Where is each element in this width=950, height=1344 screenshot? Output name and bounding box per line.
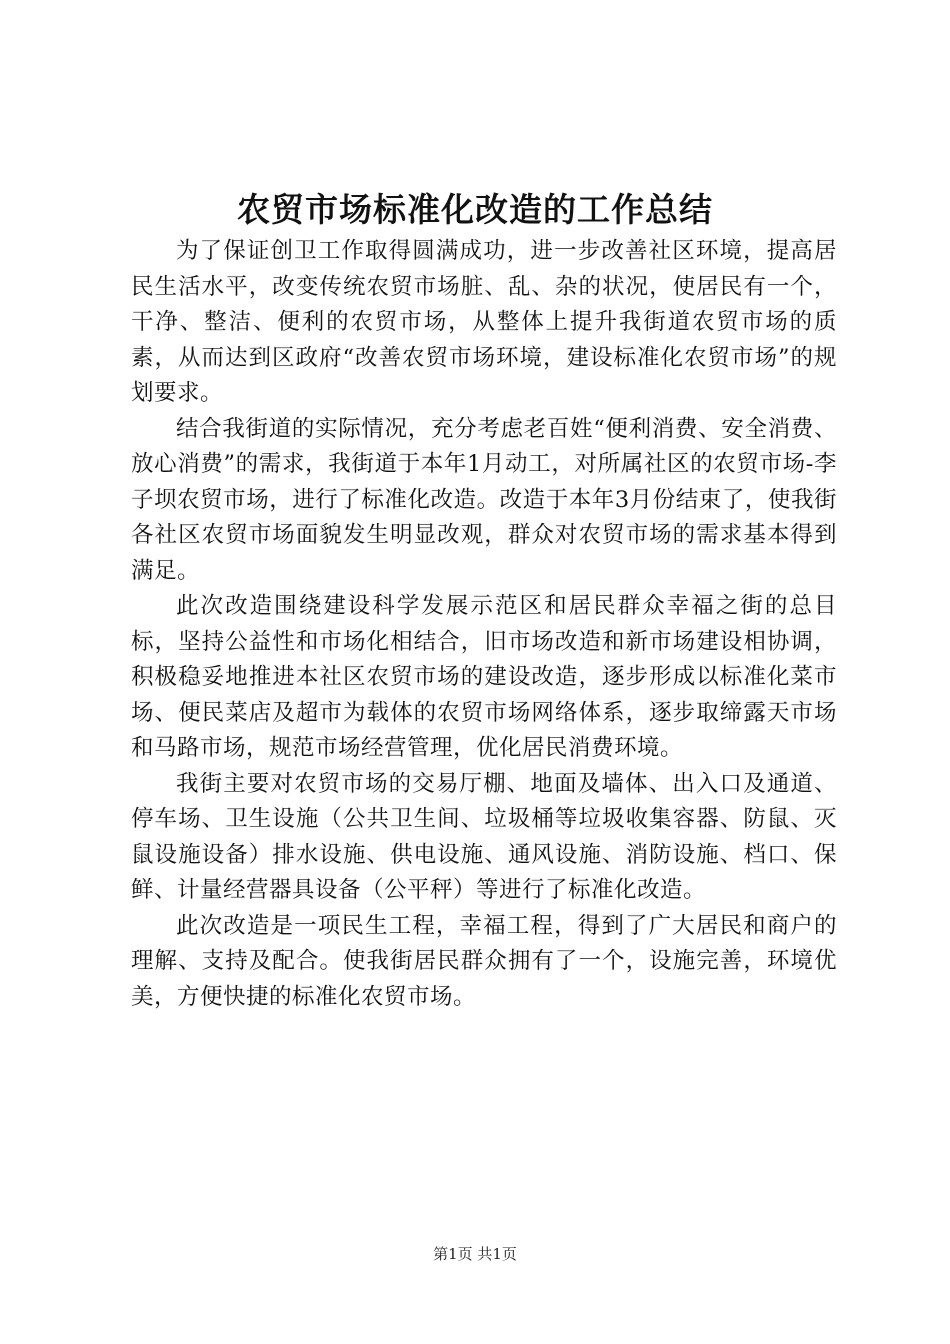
page-number-footer: 第1页 共1页 bbox=[433, 1245, 517, 1263]
document-body bbox=[131, 234, 837, 1015]
paragraph: 我街主要对农贸市场的交易厅棚、地面及墙体、出入口及通道、停车场、卫生设施（公共卫生间、垃圾桶等垃圾收集容器、防鼠、灭鼠设施设备）排水设施、供电设施、通风设施、消防设施、档口、保鲜、计量经营器具设备（公平秤）等进行了标准化改造。 bbox=[131, 770, 837, 903]
paragraph: 此次改造围绕建设科学发展示范区和居民群众幸福之街的总目标，坚持公益性和市场化相结合，旧市场改造和新市场建设相协调，积极稳妥地推进本社区农贸市场的建设改造，逐步形成以标准化菜市场、便民菜店及超市为载体的农贸市场网络体系，逐步取缔露天市场和马路市场，规范市场经营管理，优化居民消费环境。 bbox=[131, 593, 837, 761]
paragraph: 此次改造是一项民生工程，幸福工程，得到了广大居民和商户的理解、支持及配合。使我街居民群众拥有了一个，设施完善，环境优美，方便快捷的标准化农贸市场。 bbox=[131, 912, 837, 1010]
paragraph: 结合我街道的实际情况，充分考虑老百姓“便利消费、安全消费、放心消费”的需求，我街道于本年1月动工，对所属社区的农贸市场-李子坝农贸市场，进行了标准化改造。改造于本年3月份结束了，使我街各社区农贸市场面貌发生明显改观，群众对农贸市场的需求基本得到满足。 bbox=[131, 415, 837, 584]
paragraph: 为了保证创卫工作取得圆满成功，进一步改善社区环境，提高居民生活水平，改变传统农贸市场脏、乱、杂的状况，使居民有一个，干净、整洁、便利的农贸市场，从整体上提升我街道农贸市场的质素，从而达到区政府“改善农贸市场环境，建设标准化农贸市场”的规划要求。 bbox=[131, 238, 837, 406]
document-title: 农贸市场标准化改造的工作总结 bbox=[237, 190, 713, 229]
